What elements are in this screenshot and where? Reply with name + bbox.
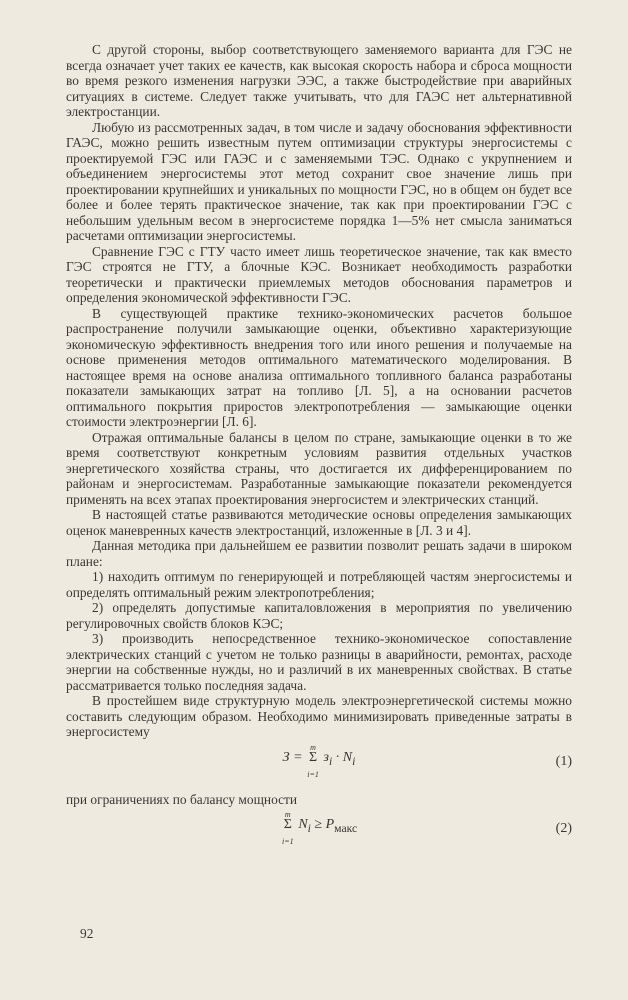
paragraph: В существующей практике технико-экономических расчетов большое распространение получили замыкающие оценки, объективно характеризующие экономическую эффективность внедрения того или иного решения и получаемые на основе применения методов оптимального математического моделирования. В настоящее время на основе анализа оптимального топливного баланса разработаны показатели замыкающих затрат на топливо [Л. 5], а на основании расчетов оптимального покрытия приростов электропотребления — замыкающие оценки стоимости электроэнергии [Л. 6]. — [66, 305, 572, 429]
list-item: 1) находить оптимум по генерирующей и потребляющей частям энергосистемы и определять оптимальный режим электропотребления; — [66, 569, 572, 600]
eq1-dot: · — [335, 749, 340, 765]
eq1-term-sub: i — [329, 754, 333, 768]
eq2-rhs-sub: макс — [334, 821, 358, 835]
equation-2 — [66, 811, 572, 857]
constraint-text: при ограничениях по балансу мощности — [66, 791, 298, 807]
equation-number: (1) — [555, 753, 572, 769]
body-text — [66, 42, 572, 859]
list-item: 2) определять допустимые капиталовложения в мероприятия по увеличению регулировочных свойств блоков КЭС; — [66, 600, 572, 631]
eq1-var: N — [342, 749, 353, 765]
list-item: 3) производить непосредственное технико-экономическое сопоставление электрических станций с учетом не только разницы в аварийности, ремонтах, расходе энергии на собственные нужды, но и различий в их маневренных свойствах. В статье рассматривается только последняя задача. — [66, 631, 572, 693]
paragraph: В настоящей статье развиваются методические основы определения замыкающих оценок маневренных качеств электростанций, изложенные в [Л. 3 и 4]. — [66, 507, 572, 538]
equation-1 — [66, 744, 572, 790]
paragraph: Отражая оптимальные балансы в целом по стране, замыкающие оценки в то же время соответствуют конкретным условиям развития отдельных участков энергетического хозяйства страны, что достигается их дифференцированием по районам и энергосистемам. Разработанные замыкающие показатели рекомендуется применять на всех этапах проектирования энергосистем и электрических станций. — [66, 429, 572, 507]
paragraph: Любую из рассмотренных задач, в том числе и задачу обоснования эффективности ГАЭС, можно решить известным путем оптимизации структуры энергосистемы с проектируемой ГЭС или ГАЭС и с заменяемыми ТЭС. Однако с укрупнением и объединением энергосистемы этот метод сохранит свое значение лишь при проектировании крупнейших и уникальных по мощности ГЭС, но в общем он будет все более и более терять практическое значение, так как при проектировании ГЭС с небольшим удельным весом в энергосистеме порядка 1—5% нет смысла заниматься расчетами оптимизации энергосистемы. — [66, 119, 572, 243]
eq1-term: з — [323, 749, 329, 765]
eq1-lhs: З — [282, 749, 290, 765]
eq1-var-sub: i — [352, 754, 356, 768]
eq2-rhs: P — [325, 817, 335, 832]
sum-symbol: Σ m i=1 — [306, 750, 320, 766]
paragraph: Данная методика при дальнейшем ее развитии позволит решать задачи в широком плане: — [66, 538, 572, 569]
equation-number: (2) — [555, 821, 572, 836]
sum-lower-limit: i=1 — [282, 837, 294, 846]
sum-upper-limit: m — [284, 810, 291, 819]
paragraph: С другой стороны, выбор соответствующего заменяемого варианта для ГЭС не всегда означает учет таких ее качеств, как высокая скорость набора и сброса мощности во время резкого изменения нагрузки ЭЭС, а также быстродействие при аварийных ситуациях в системе. Следует также учитывать, что для ГАЭС нет альтернативной электростанции. — [66, 42, 572, 119]
paragraph: Сравнение ГЭС с ГТУ часто имеет лишь теоретическое значение, так как вместо ГЭС строятся не ГТУ, а блочные КЭС. Возникает необходимость разработки теоретически и практически приемлемых методов обоснования параметров и определения экономической эффективности ГЭС. — [66, 243, 572, 305]
paragraph: В простейшем виде структурную модель электроэнергетической системы можно составить следующим образом. Необходимо минимизировать приведенные затраты в энергосистему — [66, 693, 572, 739]
eq1-equals: = — [293, 749, 303, 765]
page-number: 92 — [80, 926, 94, 941]
eq2-var: N — [298, 817, 308, 832]
sum-symbol: Σ m i=1 — [281, 817, 295, 833]
eq2-var-sub: i — [307, 821, 311, 835]
sum-lower-limit: i=1 — [307, 769, 319, 779]
eq2-relation: ≥ — [314, 817, 323, 832]
sum-upper-limit: m — [310, 742, 316, 752]
